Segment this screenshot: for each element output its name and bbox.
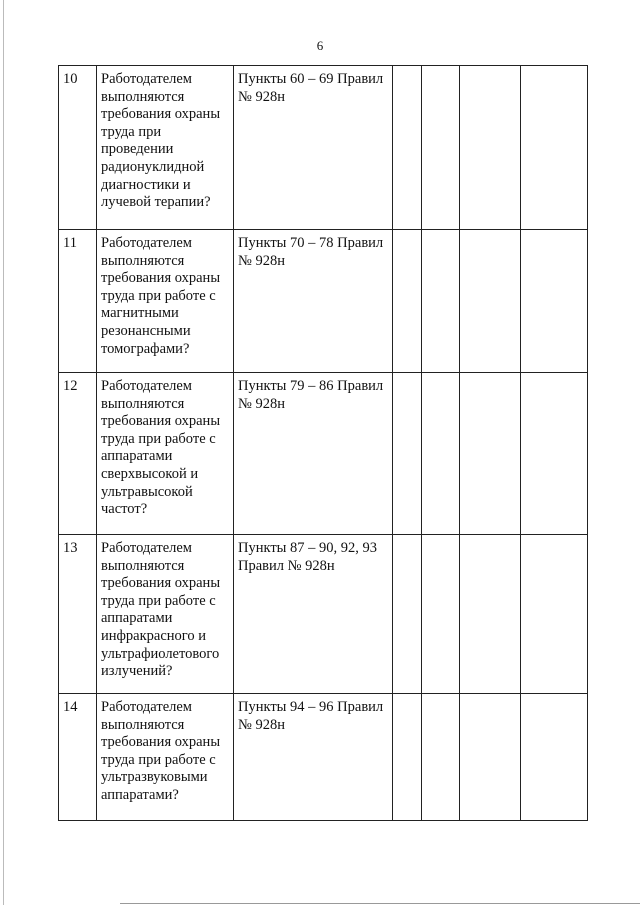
legal-reference: Пункты 94 – 96 Правил № 928н <box>234 694 393 821</box>
answer-cell-yes[interactable] <box>393 373 422 535</box>
notes-cell[interactable] <box>521 694 588 821</box>
requirement-question: Работодателем выполняются требования охраны труда при работе с аппаратами сверхвысокой и ультравысокой частот? <box>97 373 234 535</box>
answer-cell-not-applicable[interactable] <box>460 66 521 230</box>
table-row <box>59 535 588 694</box>
answer-cell-no[interactable] <box>422 230 460 373</box>
notes-cell[interactable] <box>521 66 588 230</box>
requirement-question: Работодателем выполняются требования охраны труда при работе с ультразвуковыми аппаратами? <box>97 694 234 821</box>
legal-reference: Пункты 79 – 86 Правил № 928н <box>234 373 393 535</box>
answer-cell-not-applicable[interactable] <box>460 230 521 373</box>
answer-cell-yes[interactable] <box>393 694 422 821</box>
scan-edge-left <box>3 0 4 905</box>
requirement-question: Работодателем выполняются требования охраны труда при проведении радионуклидной диагностики и лучевой терапии? <box>97 66 234 230</box>
answer-cell-yes[interactable] <box>393 230 422 373</box>
answer-cell-not-applicable[interactable] <box>460 373 521 535</box>
table-row <box>59 694 588 821</box>
answer-cell-yes[interactable] <box>393 66 422 230</box>
legal-reference: Пункты 60 – 69 Правил № 928н <box>234 66 393 230</box>
row-number: 11 <box>59 230 97 373</box>
notes-cell[interactable] <box>521 230 588 373</box>
legal-reference: Пункты 87 – 90, 92, 93 Правил № 928н <box>234 535 393 694</box>
answer-cell-yes[interactable] <box>393 535 422 694</box>
table-row <box>59 66 588 230</box>
page-number: 6 <box>316 38 324 53</box>
requirement-question: Работодателем выполняются требования охраны труда при работе с магнитными резонансными томографами? <box>97 230 234 373</box>
checklist-table <box>58 65 588 821</box>
row-number: 13 <box>59 535 97 694</box>
row-number: 12 <box>59 373 97 535</box>
notes-cell[interactable] <box>521 373 588 535</box>
answer-cell-no[interactable] <box>422 694 460 821</box>
requirement-question: Работодателем выполняются требования охраны труда при работе с аппаратами инфракрасного и ультрафиолетового излучений? <box>97 535 234 694</box>
answer-cell-no[interactable] <box>422 66 460 230</box>
row-number: 14 <box>59 694 97 821</box>
notes-cell[interactable] <box>521 535 588 694</box>
answer-cell-not-applicable[interactable] <box>460 535 521 694</box>
answer-cell-no[interactable] <box>422 535 460 694</box>
scan-edge-bottom <box>120 903 640 904</box>
table-row <box>59 230 588 373</box>
answer-cell-not-applicable[interactable] <box>460 694 521 821</box>
answer-cell-no[interactable] <box>422 373 460 535</box>
legal-reference: Пункты 70 – 78 Правил № 928н <box>234 230 393 373</box>
row-number: 10 <box>59 66 97 230</box>
table-row <box>59 373 588 535</box>
